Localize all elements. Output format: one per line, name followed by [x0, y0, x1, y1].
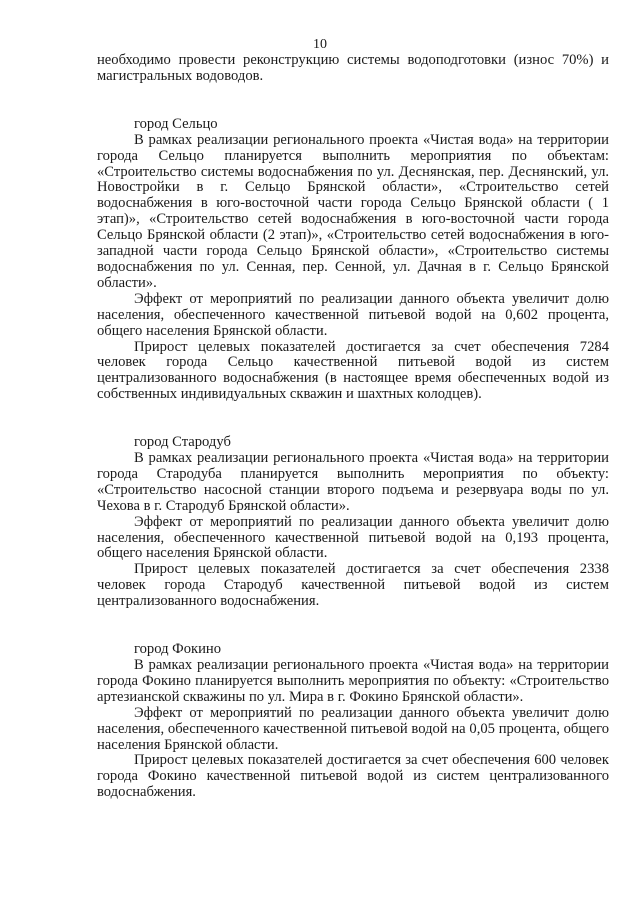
section-starodub	[97, 435, 609, 610]
section-heading: город Стародуб	[134, 434, 231, 451]
section-heading: город Сельцо	[134, 115, 218, 132]
page-number: 10	[313, 37, 327, 52]
section-fokino	[97, 642, 609, 801]
section-paragraph: В рамках реализации регионального проекта «Чистая вода» на территории города Сельцо планируется выполнить мероприятия по объектам: «Строительство системы водоснабжения по ул. Деснянская, пер. Деснянский, ул. Новостройки в г. Сельцо Брянской области», «Строительство сетей водоснабжения в юго-восточной части города Сельцо Брянской области ( 1 этап)», «Строительство сетей водоснабжения в юго-восточной части города Сельцо Брянской области (2 этап)», «Строительство сетей водоснабжения в юго-западной части города Сельцо Брянской области», «Строительство системы водоснабжения по ул. Сенная, пер. Сенной, ул. Дачная в г. Сельцо Брянской области».	[97, 131, 609, 291]
section-paragraph: Прирост целевых показателей достигается за счет обеспечения 600 человек города Фокино качественной питьевой водой из систем централизованного водоснабжения.	[97, 752, 609, 801]
section-paragraph: Эффект от мероприятий по реализации данного объекта увеличит долю населения, обеспеченного качественной питьевой водой на 0,602 процента, общего населения Брянской области.	[97, 290, 609, 339]
section-paragraph: Эффект от мероприятий по реализации данного объекта увеличит долю населения, обеспеченного качественной питьевой водой на 0,05 процента, общего населения Брянской области.	[97, 704, 609, 753]
document-body	[97, 53, 609, 801]
section-paragraph: Прирост целевых показателей достигается за счет обеспечения 2338 человек города Стародуб качественной питьевой водой из систем централизованного водоснабжения.	[97, 561, 609, 610]
section-paragraph: Эффект от мероприятий по реализации данного объекта увеличит долю населения, обеспеченного качественной питьевой водой на 0,193 процента, общего населения Брянской области.	[97, 513, 609, 562]
intro-paragraph: необходимо провести реконструкцию системы водоподготовки (износ 70%) и магистральных водоводов.	[97, 52, 609, 84]
section-seltso	[97, 117, 609, 403]
section-paragraph: В рамках реализации регионального проекта «Чистая вода» на территории города Фокино планируется выполнить мероприятия по объекту: «Строительство артезианской скважины по ул. Мира в г. Фокино Брянской области».	[97, 657, 609, 705]
section-heading: город Фокино	[134, 641, 221, 658]
section-paragraph: Прирост целевых показателей достигается за счет обеспечения 7284 человек города Сельцо качественной питьевой водой из систем централизованного водоснабжения (в настоящее время обеспеченных водой из собственных индивидуальных скважин и шахтных колодцев).	[97, 338, 609, 403]
section-paragraph: В рамках реализации регионального проекта «Чистая вода» на территории города Стародуба планируется выполнить мероприятия по объекту: «Строительство насосной станции второго подъема и резервуара воды по ул. Чехова в г. Стародуб Брянской области».	[97, 450, 609, 514]
